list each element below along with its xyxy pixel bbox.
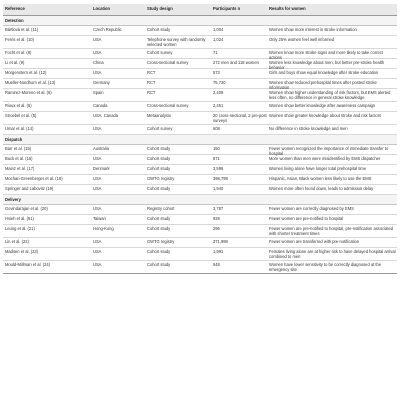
cell-participants: 398,798 (213, 176, 228, 181)
table-row (3, 102, 397, 112)
cell-results: Fewer women are pre-notified to hospital (269, 216, 344, 221)
cell-results: Women know more stroke signs and more likely to take correct actions (269, 50, 383, 60)
cell-results: Fewer women are pre-notified to hospital, pre-notification associated with shorter treatment times (269, 226, 394, 236)
cell-results: Women less knowledge about men, but better pre-stroke health behavior (269, 60, 385, 70)
cell-results: Women show better knowledge after awareness campaign (269, 103, 376, 108)
cell-reference: Stroebel et al. (5) (5, 113, 37, 118)
cell-participants: 2,409 (213, 90, 224, 95)
table-row (3, 89, 397, 102)
cell-reference: Umar et al. (14) (5, 126, 34, 131)
cell-location: Denmark (93, 166, 110, 171)
cell-location: Spain (93, 90, 104, 95)
cell-participants: 75,720 (213, 80, 226, 85)
table-row (3, 79, 397, 89)
table-row (3, 59, 397, 69)
cell-location: USA (93, 206, 102, 211)
cell-results: Fewer women are transferred with pre-notification (269, 239, 360, 244)
cell-location: USA (93, 186, 102, 191)
cell-participants: 272 men and 118 women (213, 60, 259, 65)
cell-participants: 1,024 (213, 37, 224, 42)
cell-results: Fewer women recognized the importance of immediate transfer to hospital (269, 146, 389, 156)
header-reference: Reference (5, 6, 25, 11)
cell-reference: Mould-Millman et al. (24) (5, 262, 51, 267)
cell-study-design: Telephone survey with randomly selected women (147, 37, 206, 47)
cell-reference: Focht et al. (8) (5, 50, 32, 55)
cell-reference: Leung et al. (21) (5, 226, 35, 231)
cell-reference: Bártlová et al. (11) (5, 27, 39, 32)
table-row (3, 165, 397, 175)
cell-study-design: Cross-sectional survey (147, 103, 189, 108)
cell-study-design: Metaanalysis (147, 113, 171, 118)
cell-reference: Ferris et al. (10) (5, 37, 34, 42)
cell-participants: 3,787 (213, 206, 224, 211)
cell-study-design: Cohort survey (147, 50, 173, 55)
table-row (3, 261, 397, 274)
table-row (3, 69, 397, 79)
cell-study-design: Cohort study (147, 166, 171, 171)
cell-location: Czech Republic (93, 27, 122, 32)
cell-location: Germany (93, 80, 110, 85)
cell-location: China (93, 60, 104, 65)
cell-study-design: Cohort study (147, 156, 171, 161)
cell-results: Females living alone are at higher risk to have delayed hospital arrival combined to men (269, 249, 396, 259)
cell-participants: 296 (213, 226, 220, 231)
cell-participants: 2,451 (213, 103, 224, 108)
section-title: Dispatch (5, 136, 23, 142)
header-participants: Participants n (213, 6, 241, 11)
cell-participants: 371,998 (213, 239, 228, 244)
table-row (3, 26, 397, 36)
table-row (3, 125, 397, 135)
section-header (3, 16, 397, 26)
cell-participants: 548 (213, 262, 220, 267)
cell-participants: 871 (213, 156, 220, 161)
table-row (3, 205, 397, 215)
cell-reference: Springer and Labovitz (19) (5, 186, 54, 191)
table-row (3, 225, 397, 238)
cell-location: Hong-Kong (93, 226, 114, 231)
cell-results: Women show greater knowledge about stroke and risk factors (269, 113, 382, 118)
cell-location: Taiwan (93, 216, 106, 221)
table-header (3, 4, 397, 16)
cell-participants: 1,940 (213, 186, 224, 191)
cell-location: USA (93, 249, 102, 254)
cell-results: Fewer women are correctly diagnosed by EMS (269, 206, 354, 211)
cell-results: Women living alone have longer total prehospital time (269, 166, 367, 171)
cell-study-design: Cohort study (147, 216, 171, 221)
cell-study-design: Cohort study (147, 27, 171, 32)
table-row (3, 145, 397, 155)
table-body (3, 16, 397, 274)
cell-study-design: Cohort study (147, 146, 171, 151)
table-row (3, 185, 397, 195)
header-results-for-women: Results for women (269, 6, 306, 11)
cell-location: USA (93, 262, 102, 267)
cell-study-design: Cross-sectional survey (147, 60, 189, 65)
cell-participants: 150 (213, 146, 220, 151)
table-row (3, 49, 397, 59)
cell-study-design: Cohort survey (147, 126, 173, 131)
table-row (3, 215, 397, 225)
cell-location: USA (93, 70, 102, 75)
header-location: Location (93, 6, 111, 11)
cell-location: Australia (93, 146, 109, 151)
section-header (3, 135, 397, 145)
section-header (3, 195, 397, 205)
cell-study-design: Cohort study (147, 226, 171, 231)
table-row (3, 36, 397, 49)
cell-study-design: Cohort study (147, 249, 171, 254)
cell-participants: 608 (213, 126, 220, 131)
cell-participants: 1,004 (213, 27, 224, 32)
cell-reference: Govindarajan et al. (20) (5, 206, 48, 211)
cell-reference: Madsen et al. (23) (5, 249, 38, 254)
results-table (3, 4, 397, 274)
table-row (3, 248, 397, 261)
cell-results: Women show reduced prehospital times after posted stroke information (269, 80, 377, 90)
section-title: Detection (5, 17, 24, 23)
cell-reference: Hsieh et al. (51) (5, 216, 34, 221)
cell-participants: 20 cross-sectional, 2 pre-post surveys (213, 113, 267, 123)
cell-results: Women show more interest in stroke information (269, 27, 357, 32)
section-title: Delivery (5, 196, 21, 202)
cell-location: USA (93, 50, 102, 55)
cell-reference: Buck et al. (16) (5, 156, 33, 161)
cell-reference: Barr et al. (15) (5, 146, 32, 151)
cell-reference: Lin et al. (22) (5, 239, 29, 244)
cell-location: USA (93, 126, 102, 131)
cell-results: No difference in stroke knowledge and men (269, 126, 348, 131)
cell-study-design: Cohort study (147, 186, 171, 191)
cell-results: Only 25% women feel well informed (269, 37, 335, 42)
table-row (3, 155, 397, 165)
cell-reference: Mochari-Greenberger et al. (18) (5, 176, 63, 181)
cell-location: USA (93, 156, 102, 161)
cell-results: Hispanic, Asian, Black women less likely to use the EMS (269, 176, 372, 181)
cell-location: USA (93, 176, 102, 181)
cell-reference: Li et al. (9) (5, 60, 25, 65)
cell-results: Women have lower sensitivity to be correctly diagnosed at the emergency site (269, 262, 382, 272)
cell-study-design: GWTG registry (147, 176, 175, 181)
cell-reference: Mainz et al. (17) (5, 166, 35, 171)
cell-location: USA, Canada (93, 113, 119, 118)
table-row (3, 112, 397, 125)
cell-participants: 1,991 (213, 249, 224, 254)
cell-study-design: RCT (147, 90, 156, 95)
cell-reference: Ramirez-Moreno et al. (6) (5, 90, 52, 95)
cell-participants: 3,596 (213, 166, 224, 171)
table-row (3, 175, 397, 185)
cell-results: More women than men were misidentified by EMS dispatcher (269, 156, 381, 161)
cell-reference: Rioux et al. (6) (5, 103, 32, 108)
cell-study-design: RCT (147, 80, 156, 85)
cell-study-design: RCT (147, 70, 156, 75)
cell-results: Women more often found down, leads to admission delay (269, 186, 374, 191)
cell-study-design: Registry cohort (147, 206, 175, 211)
cell-location: USA (93, 37, 102, 42)
cell-participants: 71 (213, 50, 218, 55)
cell-results: Girls and boys show equal knowledge after stroke education (269, 70, 379, 75)
cell-reference: Morgenstern et al. (12) (5, 70, 47, 75)
cell-participants: 573 (213, 70, 220, 75)
cell-study-design: Cohort study (147, 262, 171, 267)
header-study-design: Study design (147, 6, 173, 11)
cell-location: Canada (93, 103, 108, 108)
cell-reference: Mueller-Nordhorn et al. (13) (5, 80, 56, 85)
cell-study-design: GWTG registry (147, 239, 175, 244)
cell-participants: 928 (213, 216, 220, 221)
cell-location: USA (93, 239, 102, 244)
table-row (3, 238, 397, 248)
cell-results: Women show higher understanding of risk factors, but EMS alerted less often, no difference in general stroke knowledge (269, 90, 391, 100)
